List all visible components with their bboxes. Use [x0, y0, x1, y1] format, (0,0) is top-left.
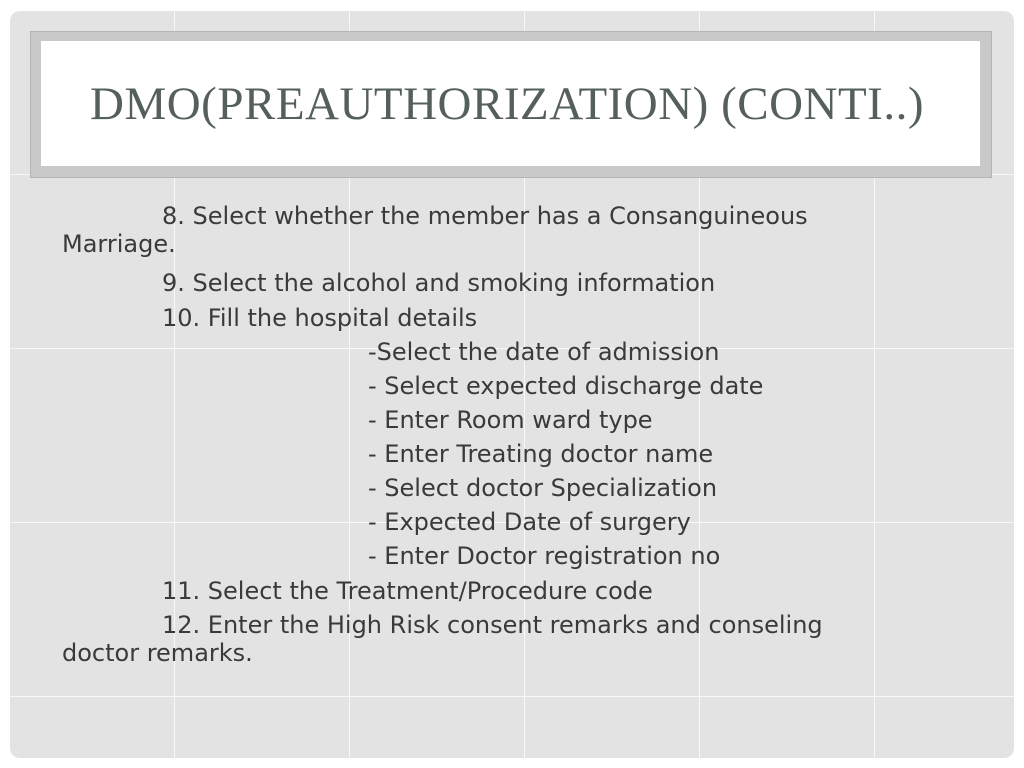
step-12-line-2: doctor remarks. — [62, 639, 253, 667]
sub-step-doctor-specialization: - Select doctor Specialization — [368, 474, 718, 502]
step-12-line-1: 12. Enter the High Risk consent remarks and conseling — [162, 611, 823, 639]
slide — [10, 11, 1014, 758]
step-9: 9. Select the alcohol and smoking information — [162, 269, 716, 297]
sub-step-doctor-registration: - Enter Doctor registration no — [368, 542, 721, 570]
sub-step-room-ward-type: - Enter Room ward type — [368, 406, 653, 434]
sub-step-doctor-name: - Enter Treating doctor name — [368, 440, 714, 468]
sub-step-discharge-date: - Select expected discharge date — [368, 372, 764, 400]
sub-step-admission-date: -Select the date of admission — [368, 338, 720, 366]
sub-step-surgery-date: - Expected Date of surgery — [368, 508, 691, 536]
title-frame — [30, 31, 992, 178]
step-8-line-1: 8. Select whether the member has a Consanguineous — [162, 202, 808, 230]
slide-title: DMO(PREAUTHORIZATION) (CONTI..) — [90, 77, 924, 130]
step-8-line-2: Marriage. — [62, 230, 176, 258]
title-box — [41, 41, 980, 166]
step-10: 10. Fill the hospital details — [162, 304, 478, 332]
step-11: 11. Select the Treatment/Procedure code — [162, 577, 653, 605]
